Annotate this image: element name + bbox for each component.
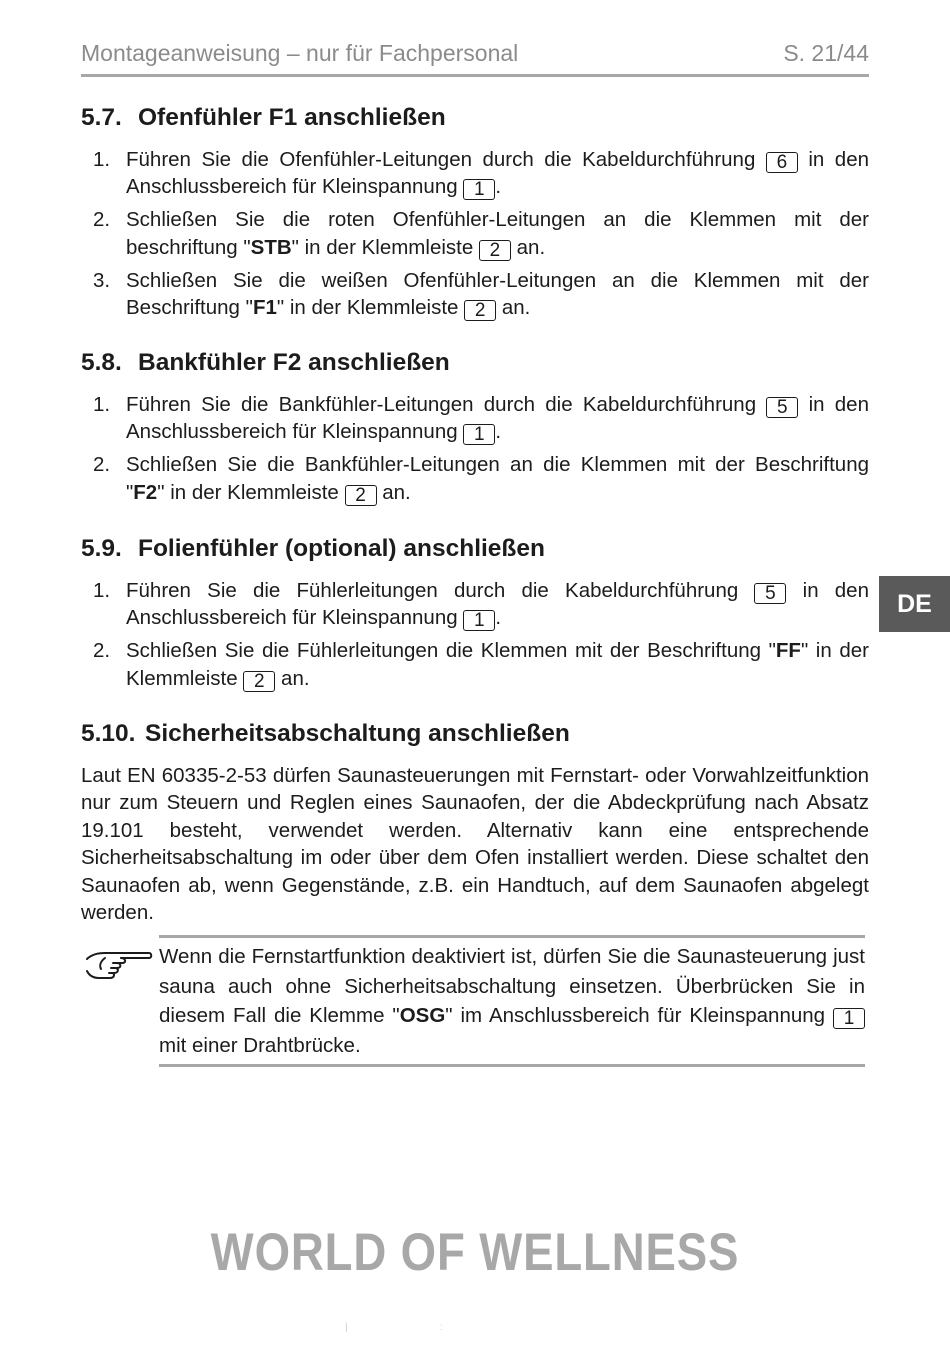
item-text: in den Anschlussbereich für Kleinspannung: [126, 393, 869, 444]
item-text: .: [495, 175, 502, 199]
section-5-8: [81, 348, 869, 512]
ref-box: 1: [463, 424, 495, 445]
note-text: [159, 935, 865, 1067]
item-text: .: [495, 420, 502, 444]
item-text: an.: [501, 296, 531, 320]
body-paragraph: Laut EN 60335-2-53 dürfen Saunasteuerungen mit Fernstart- oder Vorwahlzeitfunktion nur zum Steuern und Reglen eines Saunaofen, der die Abdeckprüfung nach Absatz 19.101 besteht, verwendet werden. Alternativ kann eine entsprechende Sicherheitsabschaltung im oder über dem Ofen installiert werden. Diese schaltet den Saunaofen ab, wenn Gegenstände, z.B. ein Handtuch, auf dem Saunaofen abgelegt werden.: [81, 764, 869, 925]
item-text: .: [495, 606, 502, 630]
footer-mark: |: [345, 1322, 348, 1333]
item-number: 1.: [93, 393, 111, 416]
item-text: " in der Klemmleiste: [157, 480, 339, 504]
section-number: 5.9.: [81, 535, 122, 562]
list-item: [81, 577, 869, 631]
terminal-label: F1: [252, 296, 277, 320]
item-number: 3.: [93, 268, 111, 292]
section-heading: [81, 348, 869, 378]
section-number: 5.7.: [81, 104, 122, 131]
page-number: S. 21/44: [783, 40, 869, 66]
ref-box: 2: [464, 300, 496, 321]
ref-box: 1: [463, 179, 495, 200]
item-text: an.: [281, 666, 310, 690]
item-text: in den Anschlussbereich für Kleinspannung: [126, 148, 870, 199]
ref-box: 2: [243, 671, 275, 692]
list-item: [81, 451, 869, 505]
list-item: [81, 146, 869, 200]
pointing-hand-icon: [83, 945, 153, 981]
item-text: an.: [516, 235, 546, 259]
list-item: [81, 267, 869, 321]
section-number: 5.8.: [81, 349, 122, 376]
note-text-part: Wenn die Fernstartfunktion deaktiviert ist, dürfen Sie die Saunasteuerung just sauna auch ohne Sicherheitsabschaltung einsetzen. Überbrücken Sie in diesem Fall die Klemme ": [159, 945, 865, 1027]
section-heading: [81, 534, 869, 564]
item-number: 2.: [93, 208, 111, 232]
item-text: Schließen Sie die weißen Ofenfühler-Leitungen an die Klemmen mit der Beschriftung ": [126, 268, 869, 320]
section-heading: [81, 719, 869, 749]
step-list: [81, 577, 869, 692]
terminal-label: FF: [775, 639, 801, 663]
section-title: Sicherheitsabschaltung anschließen: [145, 720, 570, 747]
item-text: Schließen Sie die roten Ofenfühler-Leitungen an die Klemmen mit der beschriftung ": [126, 208, 869, 259]
item-number: 1.: [93, 579, 111, 602]
section-5-9: [81, 534, 869, 698]
section-5-10: [81, 719, 869, 926]
section-5-7: [81, 103, 869, 327]
terminal-label: F2: [133, 480, 158, 504]
list-item: [81, 391, 869, 445]
ref-box: 2: [345, 485, 377, 506]
item-number: 2.: [93, 453, 111, 477]
page-header: [81, 38, 869, 77]
item-text: in den Anschlussbereich für Kleinspannung: [126, 579, 869, 630]
section-number: 5.10.: [81, 720, 136, 747]
ref-box: 5: [766, 397, 798, 418]
terminal-label: STB: [250, 235, 292, 259]
item-text: " in der Klemmleiste: [276, 296, 459, 320]
section-title: Bankfühler F2 anschließen: [138, 349, 450, 376]
item-text: Führen Sie die Fühlerleitungen durch die Kabeldurchführung: [126, 579, 739, 602]
section-title: Ofenfühler F1 anschließen: [138, 104, 446, 131]
step-list: [81, 391, 869, 506]
item-text: Schließen Sie die Bankfühler-Leitungen an die Klemmen mit der Beschriftung ": [126, 453, 869, 504]
item-text: Schließen Sie die Fühlerleitungen die Klemmen mit der Beschriftung ": [126, 639, 776, 663]
list-item: [81, 637, 869, 691]
footer-mark: :: [440, 1322, 443, 1333]
item-text: Führen Sie die Ofenfühler-Leitungen durch die Kabeldurchführung: [126, 148, 756, 171]
ref-box: 2: [479, 240, 511, 261]
language-tab: DE: [879, 576, 950, 632]
ref-box: 1: [463, 610, 495, 631]
brand-logo: WORLD OF WELLNESS: [210, 1223, 740, 1282]
header-title: Montageanweisung – nur für Fachpersonal: [81, 40, 519, 66]
item-number: 1.: [93, 148, 111, 171]
item-text: Führen Sie die Bankfühler-Leitungen durch die Kabeldurchführung: [126, 393, 757, 416]
item-text: " in der Klemmleiste: [291, 235, 474, 259]
item-text: an.: [382, 480, 411, 504]
ref-box: 5: [754, 583, 786, 604]
ref-box: 6: [766, 152, 798, 173]
terminal-label: OSG: [399, 1004, 446, 1027]
step-list: [81, 146, 869, 321]
note-text-part: mit einer Drahtbrücke.: [159, 1033, 361, 1057]
section-title: Folienfühler (optional) anschließen: [138, 535, 545, 562]
note-text-part: " im Anschlussbereich für Kleinspannung: [445, 1004, 826, 1027]
note-box: [81, 935, 869, 1065]
item-number: 2.: [93, 639, 111, 663]
ref-box: 1: [833, 1008, 865, 1029]
item-text: " in der Klemmleiste: [126, 639, 869, 690]
list-item: [81, 206, 869, 260]
section-heading: [81, 103, 869, 133]
